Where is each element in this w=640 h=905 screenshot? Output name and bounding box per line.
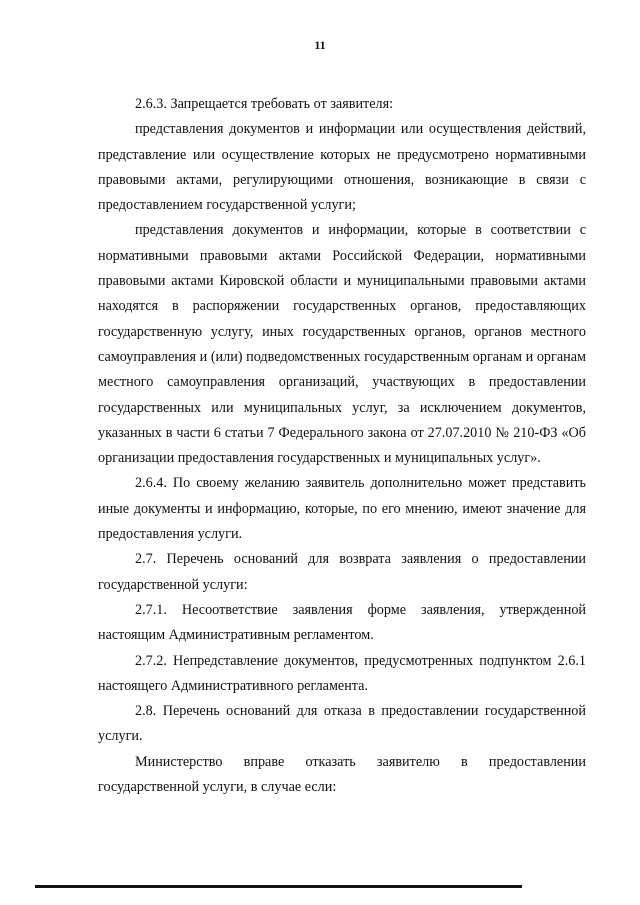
paragraph-prohibition-1: представления документов и информации или осуществления действий, представление или осуществление которых не предусмотрено нормативными правовыми актами, регулирующими отношения, возникающие в связи с предоставлением государственной услуги; <box>98 121 586 214</box>
page-number: 11 <box>314 38 326 52</box>
paragraph-2-6-4: 2.6.4. По своему желанию заявитель дополнительно может представить иные документы и информацию, которые, по его мнению, имеют значение для предоставления услуги. <box>98 475 586 543</box>
paragraph-2-7: 2.7. Перечень оснований для возврата заявления о предоставлении государственной услуги: <box>98 551 586 593</box>
paragraph-prohibition-2: представления документов и информации, которые в соответствии с нормативными правовыми актами Российской Федерации, нормативными правовыми актами Кировской области и муниципальными правовыми актами находятся в распоряжении государственных органов, предоставляющих государственную услугу, иных государственных органов, органов местного самоуправления и (или) подведомственных государственным органам и органам местного самоуправления организаций, участвующих в предоставлении государственных или муниципальных услуг, за исключением документов, указанных в части 6 статьи 7 Федерального закона от 27.07.2010 № 210-ФЗ «Об организации предоставления государственных и муниципальных услуг». <box>98 222 586 467</box>
document-body <box>98 92 586 800</box>
paragraph-2-7-1: 2.7.1. Несоответствие заявления форме заявления, утвержденной настоящим Административным регламентом. <box>98 601 586 644</box>
paragraph-2-8: 2.8. Перечень оснований для отказа в предоставлении государственной услуги. <box>98 703 586 745</box>
paragraph-2-6-3: 2.6.3. Запрещается требовать от заявителя: <box>135 96 394 112</box>
paragraph-ministry-refusal: Министерство вправе отказать заявителю в предоставлении государственной услуги, в случае если: <box>98 753 586 796</box>
bottom-rule <box>35 885 522 888</box>
paragraph-2-7-2: 2.7.2. Непредставление документов, предусмотренных подпунктом 2.6.1 настоящего Административного регламента. <box>98 652 586 694</box>
